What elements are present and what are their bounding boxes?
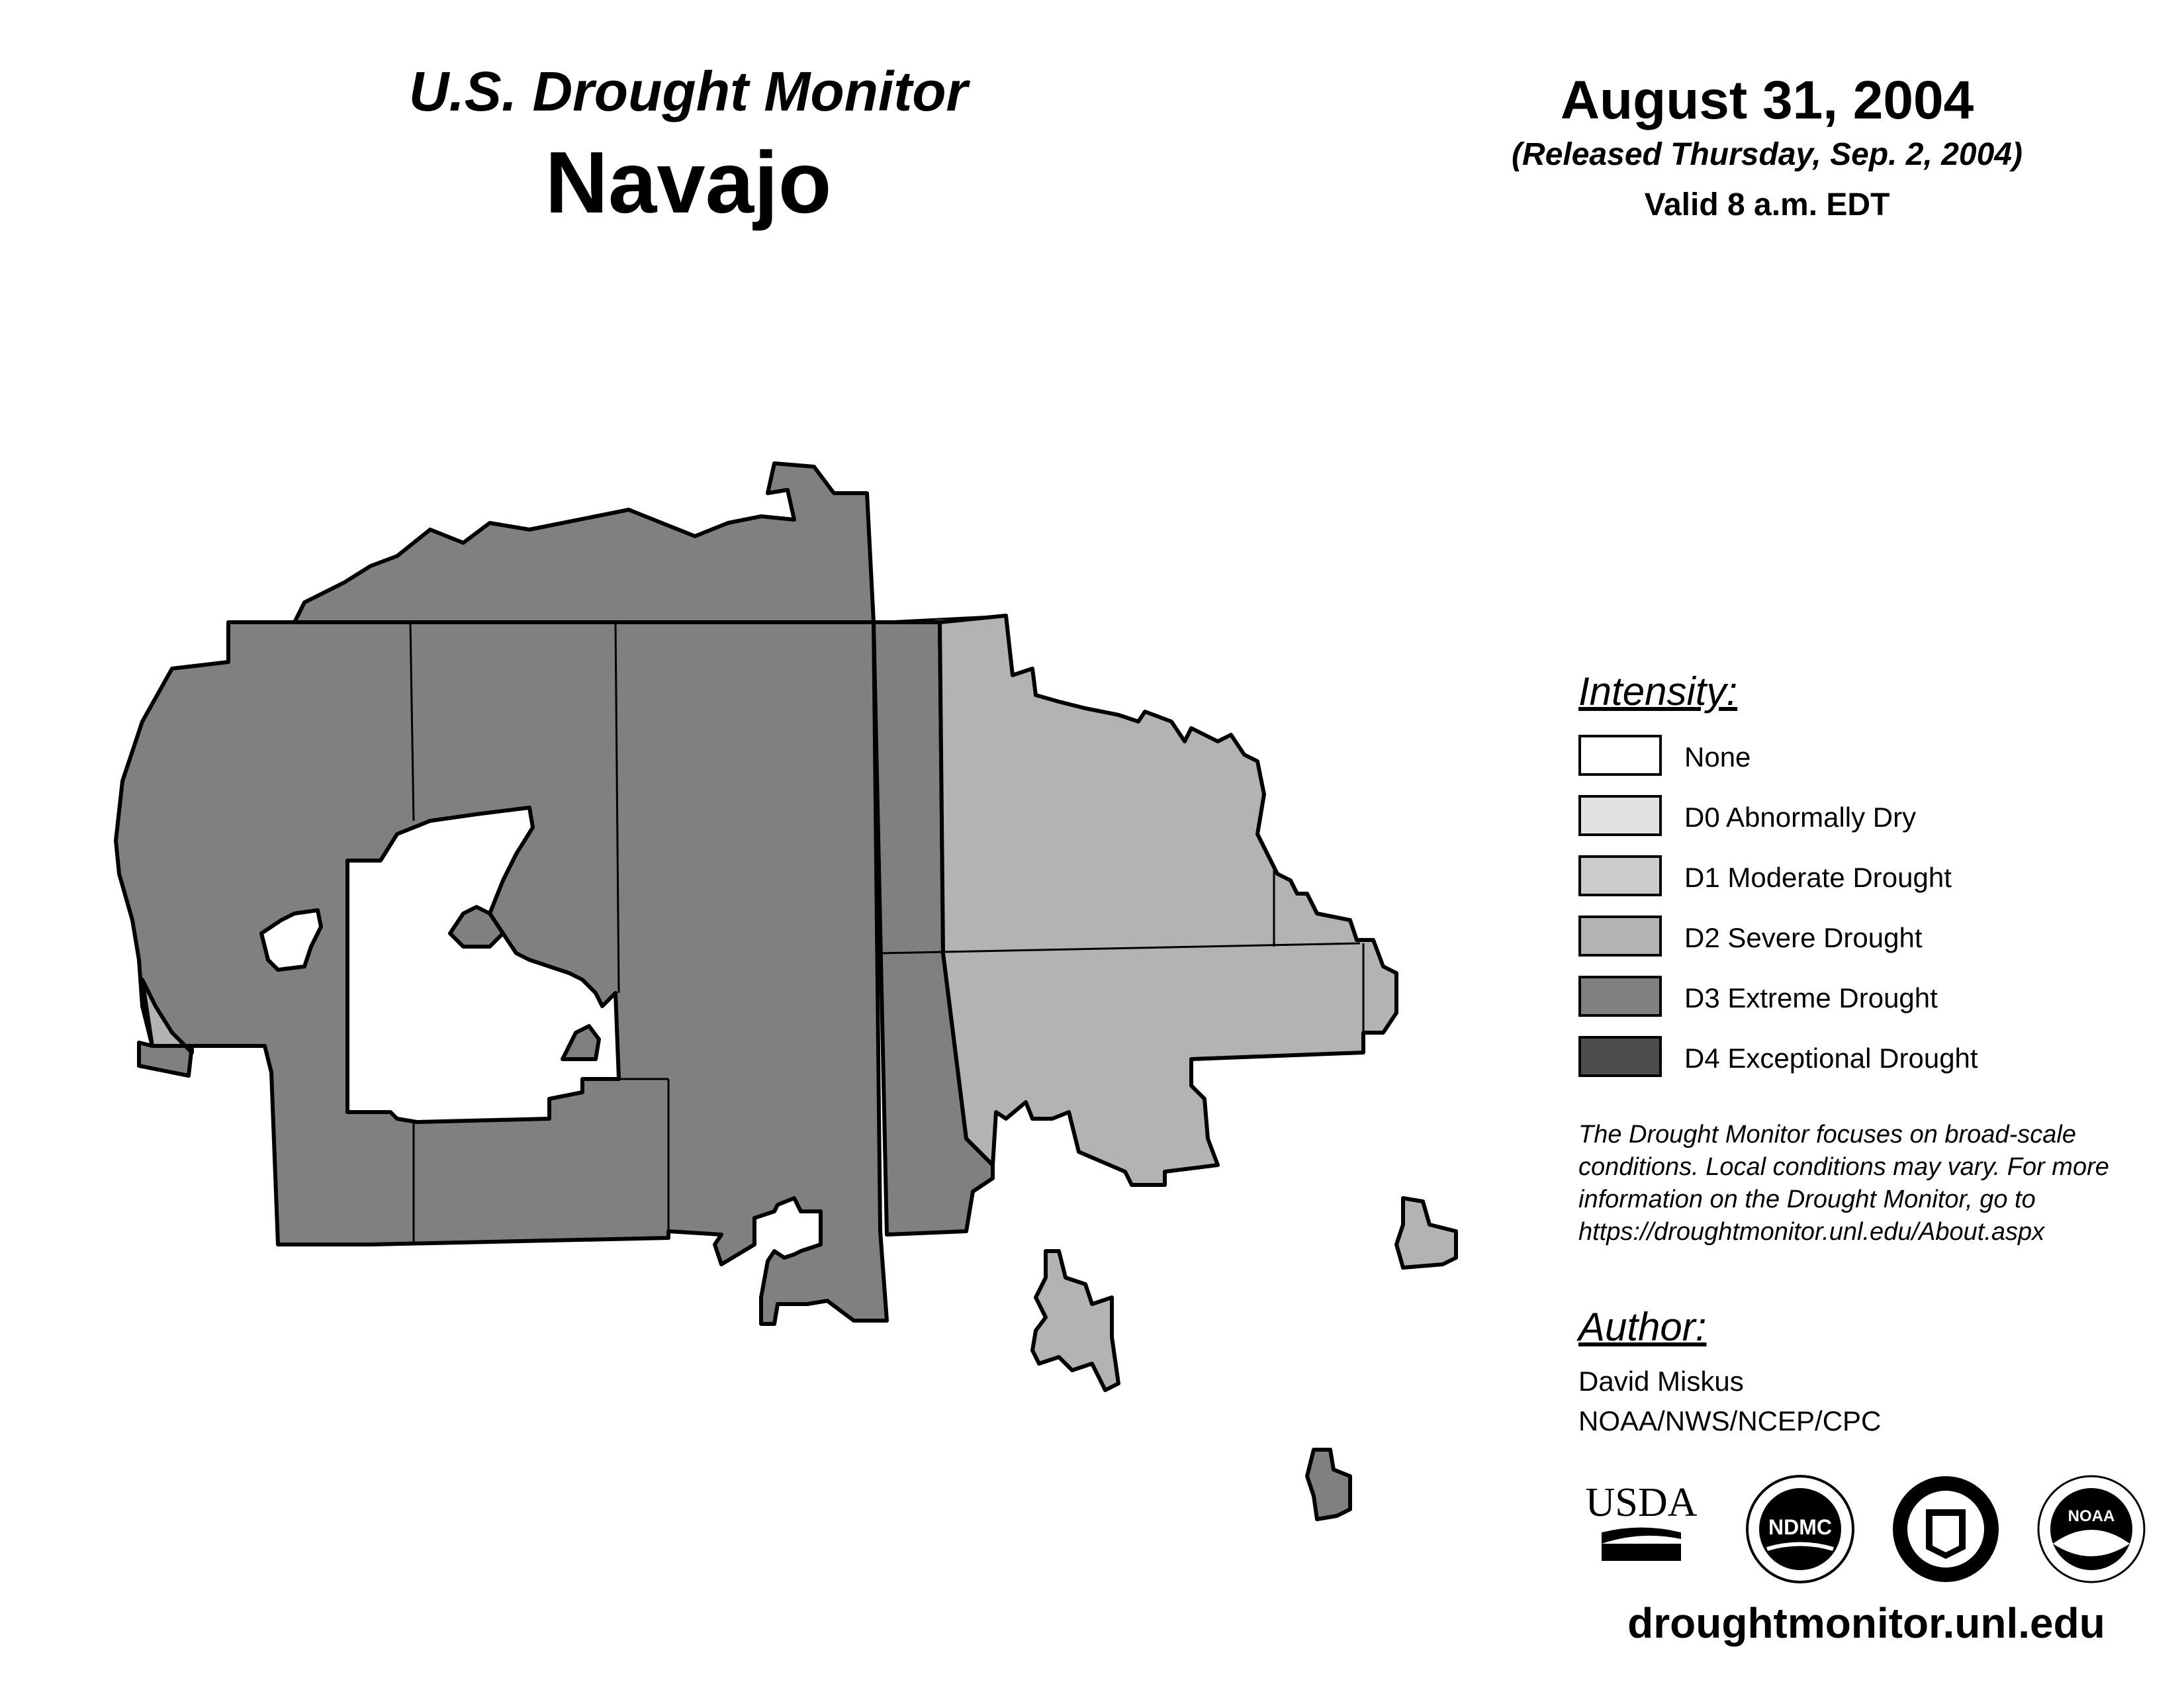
- parcel-southeast: [1032, 1251, 1118, 1390]
- legend-item-d0: [1578, 795, 2174, 841]
- legend-label: D1 Moderate Drought: [1684, 862, 1952, 893]
- legend-swatch-d4: [1578, 1036, 1662, 1077]
- website-link[interactable]: droughtmonitor.unl.edu: [1627, 1599, 2105, 1647]
- usda-logo-text: USDA: [1585, 1480, 1698, 1525]
- author-name: David Miskus: [1578, 1366, 1744, 1397]
- legend-label: D3 Extreme Drought: [1684, 982, 1938, 1013]
- legend-swatch-d3: [1578, 976, 1662, 1017]
- parcel-south: [1307, 1450, 1350, 1519]
- legend-item-d4: [1578, 1036, 2174, 1082]
- author-org: NOAA/NWS/NCEP/CPC: [1578, 1405, 1882, 1436]
- release-note: (Released Thursday, Sep. 2, 2004): [1512, 137, 2023, 172]
- department-of-commerce-seal-icon: [1893, 1476, 1999, 1582]
- map-date: August 31, 2004: [1560, 70, 1974, 130]
- valid-time: Valid 8 a.m. EDT: [1644, 187, 1890, 222]
- legend-item-d3: [1578, 976, 2174, 1022]
- author-title: Author:: [1578, 1305, 1707, 1349]
- noaa-logo: [2038, 1476, 2144, 1582]
- usda-logo: [1586, 1480, 1698, 1561]
- legend-label: D0 Abnormally Dry: [1684, 802, 1917, 833]
- legend-title: Intensity:: [1578, 669, 1738, 714]
- legend-swatch-d1: [1578, 855, 1662, 896]
- legend-swatch-d0: [1578, 795, 1662, 836]
- legend-item-d2: [1578, 915, 2174, 962]
- product-title: U.S. Drought Monitor: [408, 60, 968, 122]
- legend-swatch-d2: [1578, 915, 1662, 957]
- parcel-east: [1396, 1198, 1456, 1268]
- note-line: https://droughtmonitor.unl.edu/About.aspx: [1578, 1218, 2045, 1246]
- ndmc-logo: [1747, 1476, 1853, 1582]
- note-line: conditions. Local conditions may vary. For more: [1578, 1153, 2109, 1181]
- legend-item-none: [1578, 735, 2174, 781]
- legend-label: None: [1684, 741, 1751, 773]
- legend-swatch-none: [1578, 735, 1662, 776]
- legend-item-d1: [1578, 855, 2174, 902]
- region-title: Navajo: [545, 134, 832, 231]
- note-line: information on the Drought Monitor, go to: [1578, 1186, 2036, 1213]
- region-east-d2: [940, 616, 1396, 1185]
- partner-logos: [1575, 1470, 2158, 1589]
- legend-label: D4 Exceptional Drought: [1684, 1043, 1978, 1074]
- region-north-d3: [295, 463, 874, 622]
- noaa-logo-text: NOAA: [2068, 1507, 2115, 1525]
- note-line: The Drought Monitor focuses on broad-scale: [1578, 1121, 2076, 1149]
- disclaimer-note: [1578, 1119, 2174, 1248]
- ndmc-logo-text: NDMC: [1768, 1515, 1832, 1539]
- legend-label: D2 Severe Drought: [1684, 922, 1923, 953]
